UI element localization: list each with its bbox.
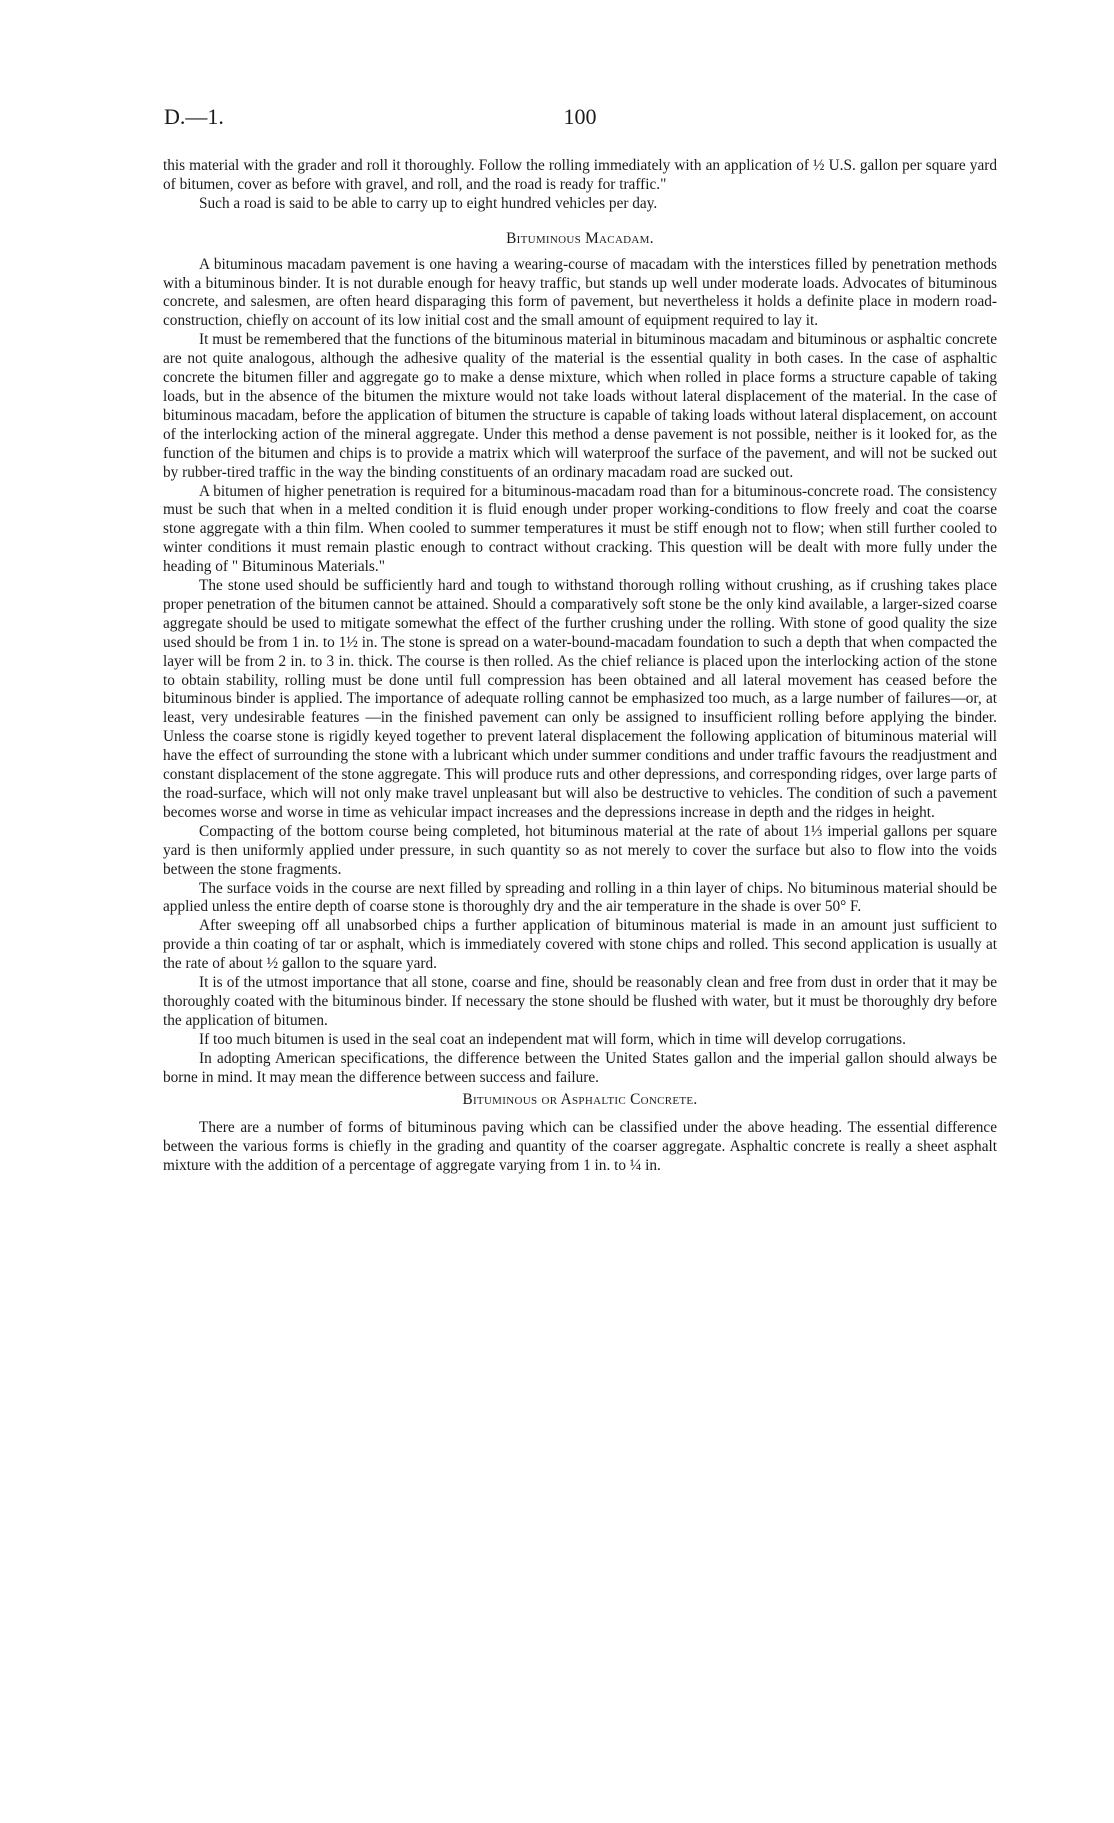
paragraph: Compacting of the bottom course being completed, hot bituminous material at the rate of about 1⅓ imperial gallons per square yard is then uniformly applied under pressure, in such quantity so as not merely to cover the surface but also to flow into the voids between the stone fragments. <box>163 822 997 878</box>
page-body <box>163 157 997 1176</box>
paragraph: Such a road is said to be able to carry up to eight hundred vehicles per day. <box>199 194 658 212</box>
paragraph: A bituminous macadam pavement is one having a wearing-course of macadam with the interstices filled by penetration methods with a bituminous binder. It is not durable enough for heavy traffic, but stands up well under moderate loads. Advocates of bituminous concrete, and salesmen, are often heard disparaging this form of pavement, but nevertheless it holds a definite place in modern road-construction, chiefly on account of its low initial cost and the small amount of equipment required to lay it. <box>163 255 997 330</box>
section-heading-bituminous-concrete: Bituminous or Asphaltic Concrete. <box>462 1090 698 1108</box>
page-number: 100 <box>563 104 597 129</box>
paragraph: The surface voids in the course are next filled by spreading and rolling in a thin layer of chips. No bituminous material should be applied unless the entire depth of coarse stone is thoroughly dry and the air temperature in the shade is over 50° F. <box>163 879 997 916</box>
paragraph: After sweeping off all unabsorbed chips a further application of bituminous material is made in an amount just sufficient to provide a thin coating of tar or asphalt, which is immediately covered with stone chips and rolled. This second application is usually at the rate of about ½ gallon to the square yard. <box>163 917 997 973</box>
page-header <box>162 104 998 134</box>
paragraph-continued: this material with the grader and roll it thoroughly. Follow the rolling immediately with an application of ½ U.S. gallon per square yard of bitumen, cover as before with gravel, and roll, and the road is ready for traffic." <box>163 157 997 193</box>
document-code: D.—1. <box>164 104 224 129</box>
paragraph: It must be remembered that the functions of the bituminous material in bituminous macadam and bituminous or asphaltic concrete are not quite analogous, although the adhesive quality of the material is the essential quality in both cases. In the case of asphaltic concrete the bitumen filler and aggregate go to make a dense mixture, which when rolled in place forms a structure capable of taking loads, but in the absence of the bitumen the mixture would not take loads without lateral displacement of the material. In the case of bituminous macadam, before the application of bitumen the structure is capable of taking loads without lateral displacement, on account of the interlocking action of the mineral aggregate. Under this method a dense pavement is not possible, neither is it looked for, as the function of the bitumen and chips is to provide a matrix which will waterproof the surface of the pavement, and will not be sucked out by rubber-tired traffic in the way the binding constituents of an ordinary macadam road are sucked out. <box>163 331 997 481</box>
paragraph: In adopting American specifications, the difference between the United States gallon and the imperial gallon should always be borne in mind. It may mean the difference between success and failure. <box>163 1049 997 1086</box>
paragraph: There are a number of forms of bituminous paving which can be classified under the above heading. The essential difference between the various forms is chiefly in the grading and quantity of the coarser aggregate. Asphaltic concrete is really a sheet asphalt mixture with the addition of a percentage of aggregate varying from 1 in. to ¼ in. <box>163 1119 997 1175</box>
section-heading-bituminous-macadam: Bituminous Macadam. <box>506 229 654 247</box>
paragraph: The stone used should be sufficiently hard and tough to withstand thorough rolling without crushing, as if crushing takes place proper penetration of the bitumen cannot be attained. Should a comparatively soft stone be the only kind available, a larger-sized coarse aggregate should be used to mitigate somewhat the effect of the further crushing under the rolling. With stone of good quality the size used should be from 1 in. to 1½ in. The stone is spread on a water-bound-macadam foundation to such a depth that when compacted the layer will be from 2 in. to 3 in. thick. The course is then rolled. As the chief reliance is placed upon the interlocking action of the stone to obtain stability, rolling must be done until full compression has been obtained and all lateral movement has ceased before the bituminous binder is applied. The importance of adequate rolling cannot be emphasized too much, as a large number of failures—or, at least, very undesirable features —in the finished pavement can only be assigned to insufficient rolling before applying the binder. Unless the coarse stone is rigidly keyed together to prevent lateral displacement the following application of bituminous material will have the effect of surrounding the stone with a lubricant which under summer conditions and under traffic favours the readjustment and constant displacement of the stone aggregate. This will produce ruts and other depressions, and corresponding ridges, over large parts of the road-surface, which will not only make travel unpleasant but will also be destructive to vehicles. The condition of such a pavement becomes worse and worse in time as vehicular impact increases and the depressions increase in depth and the ridges in height. <box>163 577 997 821</box>
paragraph: A bitumen of higher penetration is required for a bituminous-macadam road than for a bituminous-concrete road. The consistency must be such that when in a melted condition it is fluid enough under proper working-conditions to flow freely and coat the coarse stone aggregate with a thin film. When cooled to summer temperatures it must be stiff enough not to flow; when still further cooled to winter conditions it must remain plastic enough to contract without cracking. This question will be dealt with more fully under the heading of " Bituminous Materials." <box>163 482 997 576</box>
paragraph: It is of the utmost importance that all stone, coarse and fine, should be reasonably clean and free from dust in order that it may be thoroughly coated with the bituminous binder. If necessary the stone should be flushed with water, but it must be thoroughly dry before the application of bitumen. <box>163 974 997 1029</box>
paragraph: If too much bitumen is used in the seal coat an independent mat will form, which in time will develop corrugations. <box>199 1030 906 1048</box>
